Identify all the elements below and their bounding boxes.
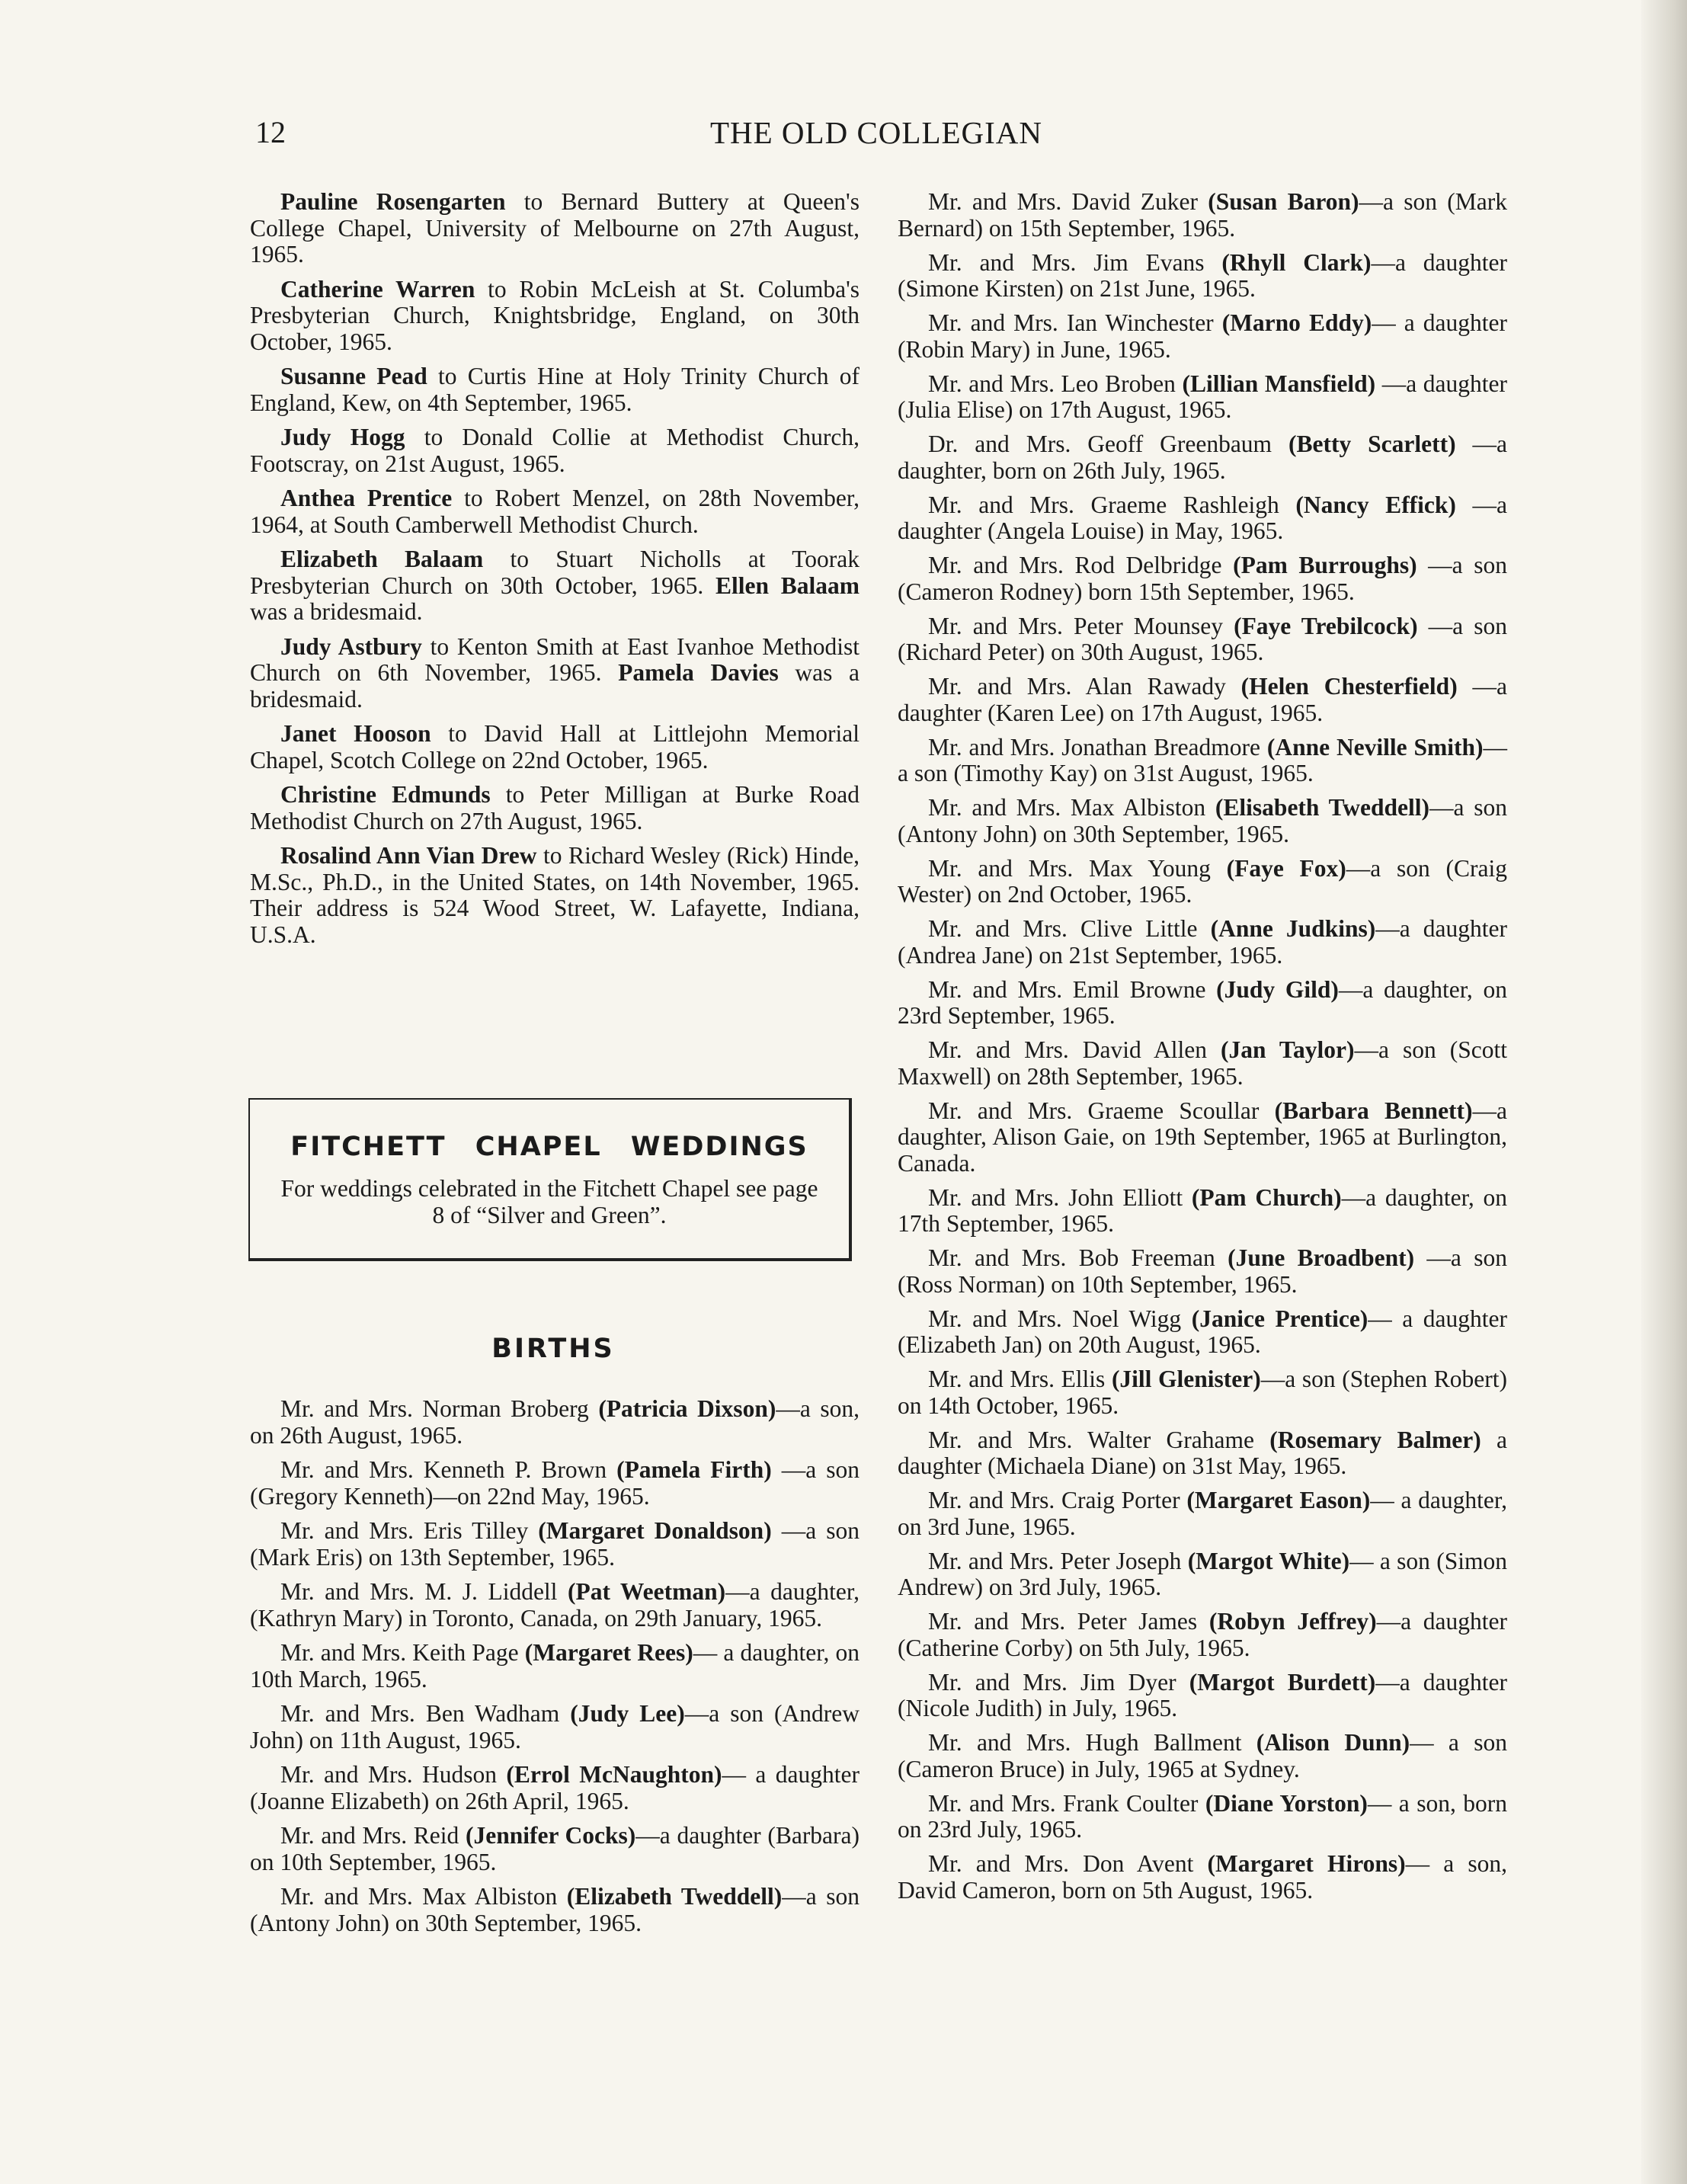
mother-maiden-name: (Margaret Donaldson) xyxy=(538,1517,772,1544)
parents-names: Mr. and Mrs. Emil Browne xyxy=(928,975,1217,1003)
birth-details: a daughter (Michaela Diane) on 31st May, 1965. xyxy=(898,1426,1507,1479)
mother-maiden-name: (Margaret Rees) xyxy=(524,1639,693,1666)
parents-names: Mr. and Mrs. Peter Mounsey xyxy=(928,612,1234,639)
birth-entry xyxy=(898,1730,1507,1782)
marriage-details: to Richard Wesley (Rick) Hinde, M.Sc., Ph.D., in the United States, on 14th November, 1965. Their address is 524 Wood Street, W. Lafayette, Indiana, U.S.A. xyxy=(250,842,860,948)
fitchett-chapel-box xyxy=(248,1098,852,1261)
mother-maiden-name: (Judy Lee) xyxy=(570,1700,685,1727)
birth-details: —a son (Ross Norman) on 10th September, 1965. xyxy=(898,1244,1507,1298)
mother-maiden-name: (Faye Fox) xyxy=(1226,854,1346,882)
mother-maiden-name: (Rhyll Clark) xyxy=(1221,248,1372,276)
birth-details: —a daughter (Julia Elise) on 17th August, 1965. xyxy=(898,370,1508,423)
marriage-entry xyxy=(250,277,860,356)
marriage-details: to Curtis Hine at Holy Trinity Church of England, Kew, on 4th September, 1965. xyxy=(250,363,860,416)
birth-details: —a daughter (Andrea Jane) on 21st September, 1965. xyxy=(898,915,1507,969)
bridesmaid-name: Ellen Balaam xyxy=(715,572,860,599)
parents-names: Mr. and Mrs. Don Avent xyxy=(928,1850,1208,1877)
mother-maiden-name: (Pam Burroughs) xyxy=(1233,552,1417,578)
parents-names: Mr. and Mrs. David Zuker xyxy=(928,188,1208,215)
bride-name: Susanne Pead xyxy=(280,363,427,389)
mother-maiden-name: (Pat Weetman) xyxy=(567,1578,726,1605)
birth-entry xyxy=(898,916,1507,969)
page-number: 12 xyxy=(255,115,286,149)
birth-details: —a daughter (Barbara) on 10th September, 1965. xyxy=(250,1822,860,1875)
birth-entry xyxy=(898,1306,1507,1359)
mother-maiden-name: (Elizabeth Tweddell) xyxy=(566,1883,783,1910)
birth-details: —a son (Mark Bernard) on 15th September, 1965. xyxy=(898,188,1507,242)
birth-entry xyxy=(898,431,1507,484)
marriage-entry xyxy=(250,721,860,773)
birth-details: — a son, David Cameron, born on 5th August, 1965. xyxy=(898,1850,1507,1904)
parents-names: Mr. and Mrs. Hudson xyxy=(280,1761,507,1788)
mother-maiden-name: (Margot White) xyxy=(1187,1547,1350,1574)
fitchett-text: For weddings celebrated in the Fitchett Chapel see page 8 of “Silver and Green”. xyxy=(280,1175,818,1228)
birth-details: —a son (Antony John) on 30th September, 1965. xyxy=(250,1883,860,1936)
birth-details: — a daughter, on 3rd June, 1965. xyxy=(898,1487,1507,1540)
birth-entry xyxy=(250,1762,860,1814)
birth-details: — a daughter, on 10th March, 1965. xyxy=(250,1639,860,1692)
parents-names: Mr. and Mrs. Jim Dyer xyxy=(928,1668,1189,1696)
mother-maiden-name: (Susan Baron) xyxy=(1208,188,1359,215)
parents-names: Mr. and Mrs. Rod Delbridge xyxy=(928,552,1234,578)
bride-name: Janet Hooson xyxy=(280,720,431,747)
page-edge-shadow xyxy=(1641,0,1687,2184)
marriage-details: to David Hall at Littlejohn Memorial Chapel, Scotch College on 22nd October, 1965. xyxy=(250,720,860,773)
mother-maiden-name: (June Broadbent) xyxy=(1228,1244,1415,1271)
marriage-details: to Robert Menzel, on 28th November, 1964, at South Camberwell Methodist Church. xyxy=(250,485,860,538)
birth-details: —a daughter, Alison Gaie, on 19th September, 1965 at Burlington, Canada. xyxy=(898,1097,1508,1177)
marriage-entry xyxy=(250,485,860,538)
marriage-entry xyxy=(250,363,860,416)
marriage-entry xyxy=(250,782,860,834)
birth-details: — a son (Cameron Bruce) in July, 1965 at Sydney. xyxy=(898,1729,1507,1782)
birth-entry xyxy=(898,977,1507,1030)
birth-details: —a son (Cameron Rodney) born 15th September, 1965. xyxy=(898,552,1507,605)
birth-details: —a son (Antony John) on 30th September, 1965. xyxy=(898,794,1508,847)
birth-entry xyxy=(898,552,1507,605)
birth-entry xyxy=(898,1245,1507,1298)
bride-name: Judy Astbury xyxy=(280,632,422,660)
parents-names: Mr. and Mrs. Graeme Rashleigh xyxy=(928,491,1296,518)
birth-entry xyxy=(898,250,1507,303)
parents-names: Mr. and Mrs. Keith Page xyxy=(280,1639,525,1666)
birth-details: — a daughter (Joanne Elizabeth) on 26th April, 1965. xyxy=(250,1761,860,1814)
mother-maiden-name: (Janice Prentice) xyxy=(1191,1305,1368,1332)
mother-maiden-name: (Pam Church) xyxy=(1191,1183,1342,1211)
birth-details: —a son (Stephen Robert) on 14th October, 1965. xyxy=(898,1366,1508,1419)
mother-maiden-name: (Jennifer Cocks) xyxy=(465,1822,636,1849)
birth-entry xyxy=(898,613,1507,666)
mother-maiden-name: (Jan Taylor) xyxy=(1220,1036,1355,1063)
parents-names: Mr. and Mrs. Ellis xyxy=(928,1366,1112,1392)
mother-maiden-name: (Rosemary Balmer) xyxy=(1269,1426,1481,1453)
parents-names: Mr. and Mrs. Norman Broberg xyxy=(280,1395,599,1422)
birth-details: —a son (Scott Maxwell) on 28th September, 1965. xyxy=(898,1036,1507,1090)
birth-entry xyxy=(898,310,1507,363)
fitchett-heading: FITCHETT CHAPEL WEDDINGS xyxy=(290,1132,808,1162)
birth-details: — a son, born on 23rd July, 1965. xyxy=(898,1789,1507,1843)
marriage-entry xyxy=(250,843,860,948)
parents-names: Mr. and Mrs. John Elliott xyxy=(928,1183,1192,1211)
birth-entry xyxy=(898,674,1507,726)
mother-maiden-name: (Betty Scarlett) xyxy=(1288,431,1456,457)
birth-details: —a daughter, on 17th September, 1965. xyxy=(898,1183,1507,1237)
journal-title: THE OLD COLLEGIAN xyxy=(709,115,1043,150)
birth-entry xyxy=(250,1518,860,1571)
mother-maiden-name: (Judy Gild) xyxy=(1216,975,1339,1003)
parents-names: Mr. and Mrs. Leo Broben xyxy=(928,370,1183,397)
bride-name: Elizabeth Balaam xyxy=(280,546,484,572)
bridesmaid-text: was a bridesmaid. xyxy=(250,598,423,625)
birth-entry xyxy=(898,492,1507,545)
mother-maiden-name: (Jill Glenister) xyxy=(1111,1366,1261,1392)
marriage-entry xyxy=(250,546,860,626)
parents-names: Mr. and Mrs. David Allen xyxy=(928,1036,1221,1063)
parents-names: Mr. and Mrs. Jim Evans xyxy=(928,248,1222,276)
bride-name: Anthea Prentice xyxy=(280,485,453,511)
birth-details: —a son (Craig Wester) on 2nd October, 1965. xyxy=(898,854,1507,908)
birth-details: —a daughter (Simone Kirsten) on 21st June, 1965. xyxy=(898,248,1508,302)
parents-names: Mr. and Mrs. Bob Freeman xyxy=(928,1244,1228,1271)
parents-names: Mr. and Mrs. Clive Little xyxy=(928,915,1211,942)
bride-name: Judy Hogg xyxy=(280,424,405,450)
mother-maiden-name: (Robyn Jeffrey) xyxy=(1208,1608,1377,1635)
mother-maiden-name: (Nancy Effick) xyxy=(1295,491,1456,518)
bride-name: Pauline Rosengarten xyxy=(280,188,506,215)
parents-names: Mr. and Mrs. M. J. Liddell xyxy=(280,1578,568,1605)
birth-entry xyxy=(250,1640,860,1692)
birth-entry xyxy=(898,1548,1507,1601)
bride-name: Catherine Warren xyxy=(280,275,475,303)
parents-names: Mr. and Mrs. Alan Rawady xyxy=(928,673,1241,700)
parents-names: Mr. and Mrs. Eris Tilley xyxy=(280,1517,539,1544)
bridesmaid-text: was a bridesmaid. xyxy=(250,659,860,713)
marriages-column xyxy=(250,189,860,956)
birth-details: —a son (Gregory Kenneth)—on 22nd May, 1965. xyxy=(250,1456,860,1510)
birth-details: —a daughter, born on 26th July, 1965. xyxy=(898,431,1508,484)
mother-maiden-name: (Anne Judkins) xyxy=(1210,915,1376,942)
birth-details: —a son (Andrew John) on 11th August, 1965. xyxy=(250,1700,860,1753)
parents-names: Mr. and Mrs. Max Young xyxy=(928,854,1227,882)
birth-details: —a daughter (Catherine Corby) on 5th July, 1965. xyxy=(898,1608,1508,1661)
mother-maiden-name: (Margaret Eason) xyxy=(1186,1487,1371,1513)
birth-details: —a son (Richard Peter) on 30th August, 1965. xyxy=(898,612,1507,665)
parents-names: Mr. and Mrs. Noel Wigg xyxy=(928,1305,1192,1332)
birth-entry xyxy=(898,189,1507,242)
birth-details: —a daughter (Angela Louise) in May, 1965. xyxy=(898,491,1507,544)
birth-details: —a son, on 26th August, 1965. xyxy=(250,1395,860,1449)
mother-maiden-name: (Margot Burdett) xyxy=(1189,1668,1376,1696)
birth-entry xyxy=(898,1851,1507,1904)
birth-entry xyxy=(250,1579,860,1632)
mother-maiden-name: (Lillian Mansfield) xyxy=(1182,370,1376,397)
marriage-details: to Kenton Smith at East Ivanhoe Methodist Church on 6th November, 1965. xyxy=(250,632,860,686)
birth-details: — a daughter (Robin Mary) in June, 1965. xyxy=(898,309,1507,363)
mother-maiden-name: (Marno Eddy) xyxy=(1221,309,1372,336)
birth-details: —a son (Timothy Kay) on 31st August, 1965. xyxy=(898,733,1507,786)
marriage-details: to Peter Milligan at Burke Road Methodist Church on 27th August, 1965. xyxy=(250,781,860,834)
mother-maiden-name: (Patricia Dixson) xyxy=(598,1395,776,1422)
parents-names: Mr. and Mrs. Craig Porter xyxy=(928,1487,1187,1513)
marriage-entry xyxy=(250,424,860,477)
parents-names: Mr. and Mrs. Graeme Scoullar xyxy=(928,1097,1275,1124)
birth-entry xyxy=(898,371,1507,424)
birth-entry xyxy=(898,1609,1507,1661)
mother-maiden-name: (Diane Yorston) xyxy=(1205,1789,1368,1817)
birth-entry xyxy=(250,1823,860,1875)
parents-names: Mr. and Mrs. Hugh Ballment xyxy=(928,1729,1256,1756)
birth-details: — a daughter (Elizabeth Jan) on 20th August, 1965. xyxy=(898,1305,1508,1358)
birth-entry xyxy=(898,795,1507,847)
parents-names: Mr. and Mrs. Jonathan Breadmore xyxy=(928,733,1267,761)
parents-names: Mr. and Mrs. Kenneth P. Brown xyxy=(280,1456,617,1483)
birth-entry xyxy=(898,1427,1507,1480)
marriage-entry xyxy=(250,189,860,268)
parents-names: Mr. and Mrs. Max Albiston xyxy=(928,794,1215,821)
birth-entry xyxy=(250,1396,860,1449)
birth-details: —a son (Mark Eris) on 13th September, 1965. xyxy=(250,1517,860,1571)
mother-maiden-name: (Elisabeth Tweddell) xyxy=(1215,794,1430,821)
birth-details: — a son (Simon Andrew) on 3rd July, 1965. xyxy=(898,1547,1507,1600)
bridesmaid-name: Pamela Davies xyxy=(618,659,779,686)
marriage-details: to Robin McLeish at St. Columba's Presbyterian Church, Knightsbridge, England, on 30th October, 1965. xyxy=(250,275,860,355)
birth-details: —a daughter, (Kathryn Mary) in Toronto, Canada, on 29th January, 1965. xyxy=(250,1578,860,1632)
birth-entry xyxy=(898,1791,1507,1843)
mother-maiden-name: (Alison Dunn) xyxy=(1256,1729,1410,1756)
birth-entry xyxy=(898,856,1507,908)
birth-entry xyxy=(898,1670,1507,1722)
parents-names: Mr. and Mrs. Peter James xyxy=(928,1608,1209,1635)
birth-entry xyxy=(898,1037,1507,1090)
birth-details: —a daughter (Karen Lee) on 17th August, 1965. xyxy=(898,673,1508,726)
parents-names: Mr. and Mrs. Walter Grahame xyxy=(928,1426,1270,1453)
birth-entry xyxy=(250,1884,860,1936)
birth-entry xyxy=(898,1366,1507,1419)
page-header xyxy=(255,114,1497,160)
marriage-details: to Stuart Nicholls at Toorak Presbyterian Church on 30th October, 1965. xyxy=(250,546,860,599)
parents-names: Mr. and Mrs. Max Albiston xyxy=(280,1883,567,1910)
parents-names: Dr. and Mrs. Geoff Greenbaum xyxy=(928,431,1288,457)
birth-details: —a daughter, on 23rd September, 1965. xyxy=(898,975,1507,1029)
birth-entry xyxy=(898,735,1507,787)
birth-details: —a daughter (Nicole Judith) in July, 1965. xyxy=(898,1668,1507,1721)
birth-entry xyxy=(250,1701,860,1753)
parents-names: Mr. and Mrs. Peter Joseph xyxy=(928,1547,1188,1574)
marriage-details: to Donald Collie at Methodist Church, Footscray, on 21st August, 1965. xyxy=(250,424,860,477)
mother-maiden-name: (Helen Chesterfield) xyxy=(1240,673,1458,700)
birth-entry xyxy=(250,1457,860,1510)
births-heading: BIRTHS xyxy=(491,1334,615,1364)
mother-maiden-name: (Margaret Hirons) xyxy=(1207,1850,1406,1877)
bride-name: Christine Edmunds xyxy=(280,781,491,808)
parents-names: Mr. and Mrs. Reid xyxy=(280,1822,466,1849)
parents-names: Mr. and Mrs. Frank Coulter xyxy=(928,1789,1205,1817)
birth-entry xyxy=(898,1098,1507,1177)
parents-names: Mr. and Mrs. Ian Winchester xyxy=(928,309,1222,336)
mother-maiden-name: (Errol McNaughton) xyxy=(506,1761,722,1788)
mother-maiden-name: (Faye Trebilcock) xyxy=(1234,612,1418,639)
birth-entry xyxy=(898,1487,1507,1540)
births-left-column xyxy=(250,1396,860,1945)
births-right-column xyxy=(898,189,1507,1912)
parents-names: Mr. and Mrs. Ben Wadham xyxy=(280,1700,571,1727)
mother-maiden-name: (Pamela Firth) xyxy=(616,1456,772,1483)
birth-entry xyxy=(898,1185,1507,1238)
marriage-entry xyxy=(250,634,860,713)
marriage-details: to Bernard Buttery at Queen's College Chapel, University of Melbourne on 27th August, 1965. xyxy=(250,188,860,267)
mother-maiden-name: (Barbara Bennett) xyxy=(1274,1097,1473,1124)
bride-name: Rosalind Ann Vian Drew xyxy=(280,842,537,869)
mother-maiden-name: (Anne Neville Smith) xyxy=(1266,733,1484,761)
